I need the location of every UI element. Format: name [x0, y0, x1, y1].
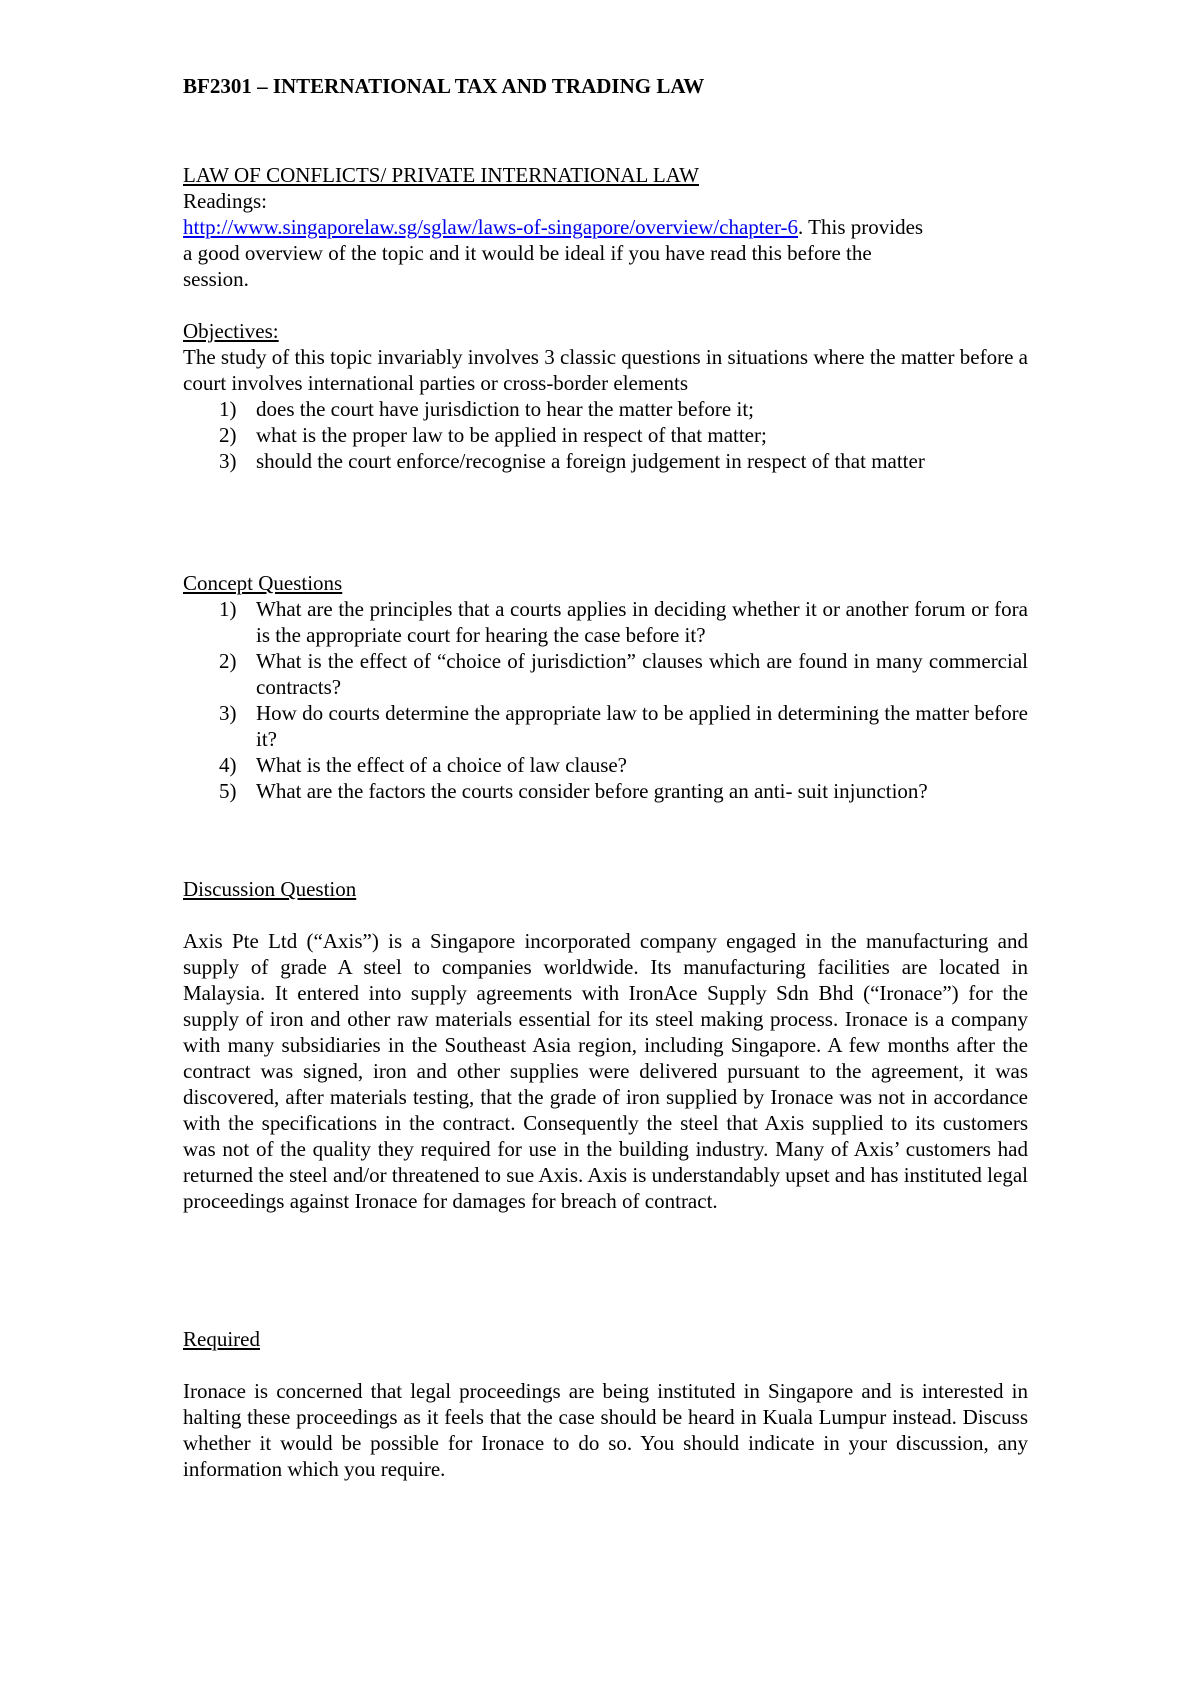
readings-section — [183, 162, 1028, 292]
objectives-section — [183, 318, 1028, 474]
discussion-section — [183, 876, 1028, 1214]
objectives-heading: Objectives: — [183, 319, 279, 343]
objective-item: 1) does the court have jurisdiction to hear the matter before it; — [219, 397, 754, 421]
required-heading: Required — [183, 1327, 260, 1351]
readings-link[interactable]: http://www.singaporelaw.sg/sglaw/laws-of-singapore/overview/chapter-6 — [183, 215, 799, 239]
concept-question-item: 5) What are the factors the courts consider before granting an anti- suit injunction? — [219, 779, 928, 803]
topic-heading: LAW OF CONFLICTS/ PRIVATE INTERNATIONAL LAW — [183, 163, 699, 187]
concept-questions-section — [183, 570, 1028, 804]
readings-label: Readings: — [183, 189, 267, 213]
discussion-heading: Discussion Question — [183, 877, 357, 901]
concept-question-item: 1) What are the principles that a courts applies in deciding whether it or another forum or fora is the appropriate court for hearing the case before it? — [219, 597, 1028, 647]
concept-questions-heading: Concept Questions — [183, 571, 343, 595]
discussion-body: Axis Pte Ltd (“Axis”) is a Singapore incorporated company engaged in the manufacturing and supply of grade A steel to companies worldwide. Its manufacturing facilities are located in Malaysia. It entered into supply agreements with IronAce Supply Sdn Bhd (“Ironace”) for the supply of iron and other raw materials essential for its steel making process. Ironace is a company with many subsidiaries in the Southeast Asia region, including Singapore. A few months after the contract was signed, iron and other supplies were delivered pursuant to the agreement, it was discovered, after materials testing, that the grade of iron supplied by Ironace was not in accordance with the specifications in the contract. Consequently the steel that Axis supplied to its customers was not of the quality they required for use in the building industry. Many of Axis’ customers had returned the steel and/or threatened to sue Axis. Axis is understandably upset and has instituted legal proceedings against Ironace for damages for breach of contract. — [183, 929, 1028, 1213]
objectives-list — [183, 396, 1028, 474]
concept-questions-list — [183, 596, 1028, 804]
objective-item: 2) what is the proper law to be applied in respect of that matter; — [219, 423, 767, 447]
readings-text — [183, 214, 928, 292]
concept-question-item: 4) What is the effect of a choice of law clause? — [219, 753, 628, 777]
required-body: Ironace is concerned that legal proceedings are being instituted in Singapore and is interested in halting these proceedings as it feels that the case should be heard in Kuala Lumpur instead. Discuss whether it would be possible for Ironace to do so. You should indicate in your discussion, any information which you require. — [183, 1379, 1028, 1481]
required-section — [183, 1326, 1028, 1482]
objectives-intro: The study of this topic invariably involves 3 classic questions in situations where the matter before a court involves international parties or cross-border elements — [183, 345, 1028, 395]
concept-question-item: 2) What is the effect of “choice of jurisdiction” clauses which are found in many commercial contracts? — [219, 649, 1028, 699]
concept-question-item: 3) How do courts determine the appropriate law to be applied in determining the matter before it? — [219, 701, 1028, 751]
readings-description: . This provides a good overview of the topic and it would be ideal if you have read this before the session. — [183, 215, 924, 291]
objective-item: 3) should the court enforce/recognise a foreign judgement in respect of that matter — [219, 449, 925, 473]
course-title: BF2301 – INTERNATIONAL TAX AND TRADING LAW — [183, 74, 705, 98]
